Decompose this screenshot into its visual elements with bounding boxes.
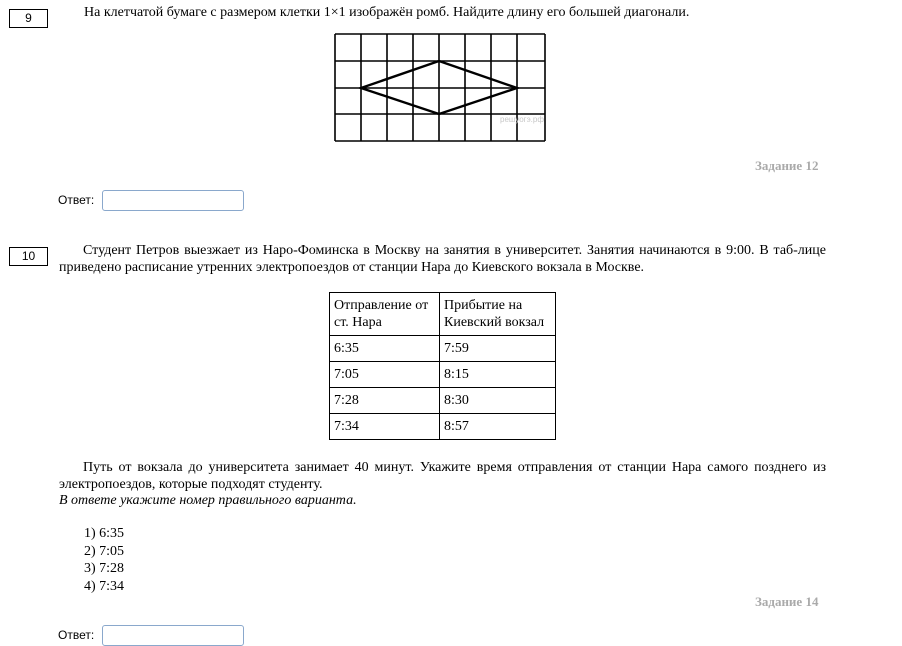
arrival-cell: 8:15 — [440, 362, 556, 388]
reference-task-12[interactable]: Задание 12 — [755, 158, 819, 173]
table-row — [330, 414, 556, 440]
task10-prompt: Студент Петров выезжает из Наро-Фоминска в Москву на занятия в университет. Занятия начинаются в 9:00. В таб-лице приведено расписание утренних электропоездов от станции Нара до Киевского вокзала в Москве. — [59, 243, 826, 275]
departure-cell: 6:35 — [330, 336, 440, 362]
option-4: 4) 7:34 — [84, 578, 125, 594]
table-header-departure: Отправление от ст. Нара — [330, 293, 440, 336]
reference-task-14[interactable]: Задание 14 — [755, 594, 819, 609]
table-header-row — [330, 293, 556, 336]
arrival-cell: 7:59 — [440, 336, 556, 362]
answer-label-9: Ответ: — [58, 193, 95, 207]
departure-cell: 7:05 — [330, 362, 440, 388]
table-row — [330, 336, 556, 362]
table-row — [330, 362, 556, 388]
table-row — [330, 388, 556, 414]
table-header-arrival: Прибытие на Киевский вокзал — [440, 293, 556, 336]
task9-prompt: На клетчатой бумаге с размером клетки 1×1 изображён ромб. Найдите длину его большей диагонали. — [84, 5, 690, 20]
answer-options — [84, 525, 124, 595]
option-2: 2) 7:05 — [84, 543, 125, 559]
task10-instruction: В ответе укажите номер правильного варианта. — [59, 493, 357, 508]
answer-input-9[interactable] — [102, 190, 244, 211]
departure-cell: 7:28 — [330, 388, 440, 414]
option-1: 1) 6:35 — [84, 526, 125, 541]
option-3: 3) 7:28 — [84, 561, 125, 576]
departure-cell: 7:34 — [330, 414, 440, 440]
rhombus-grid-figure — [334, 33, 548, 143]
figure-watermark: решуогэ.рф — [500, 115, 544, 124]
task-number-9: 9 — [9, 9, 48, 28]
schedule-table — [329, 292, 556, 440]
task10-question: Путь от вокзала до университета занимает 40 минут. Укажите время отправления от станции Нара самого позднего из электропоездов, которые подходят студенту. — [59, 460, 826, 492]
arrival-cell: 8:57 — [440, 414, 556, 440]
answer-input-10[interactable] — [102, 625, 244, 646]
answer-label-10: Ответ: — [58, 628, 95, 642]
task-number-10: 10 — [9, 247, 48, 266]
arrival-cell: 8:30 — [440, 388, 556, 414]
